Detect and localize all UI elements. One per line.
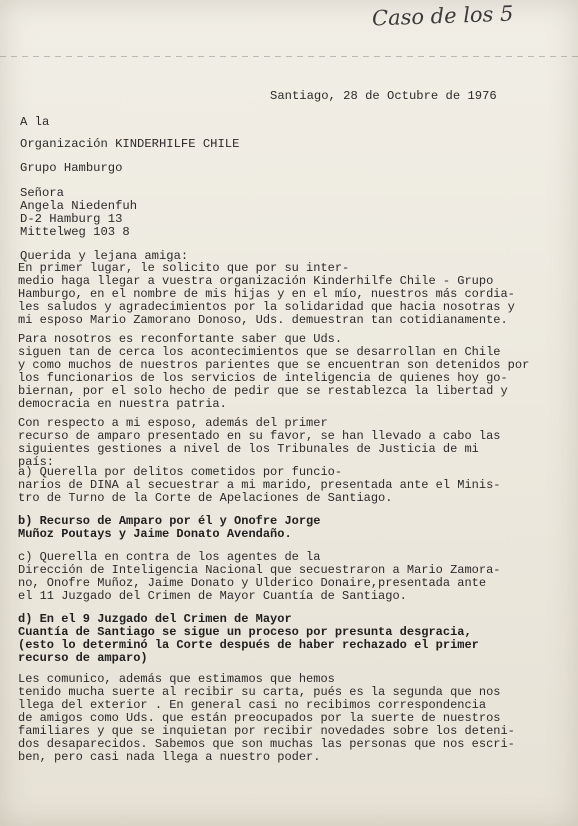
recipient-name: Angela Niedenfuh: [20, 199, 138, 213]
paragraph-line: biernan, por el solo hecho de pedir que se restablezca la libertad y: [18, 384, 508, 398]
paragraph-line: En primer lugar, le solicito que por su inter-: [18, 261, 350, 275]
list-item-d: [18, 613, 528, 665]
paragraph-line: Muñoz Poutays y Jaime Donato Avendaño.: [18, 527, 292, 541]
paragraph-line: b) Recurso de Amparo por él y Onofre Jorge: [18, 514, 321, 528]
list-item-a: [18, 466, 528, 505]
paragraph-line: ben, pero casi nada llega a nuestro poder.: [18, 750, 321, 764]
paragraph-line: Les comunico, además que estimamos que hemos: [18, 672, 335, 686]
paragraph-line: c) Querella en contra de los agentes de la: [18, 550, 321, 564]
paragraph-line: llega del exterior . En general casi no recibimos correspondencia: [18, 698, 487, 712]
paragraph-line: siguen tan de cerca los acontecimientos que se desarrollan en Chile: [18, 345, 501, 359]
paragraph-line: y como muchos de nuestros parientes que se encuentran son detenidos por: [18, 358, 530, 372]
recipient-prefix: A la: [20, 115, 50, 129]
paragraph-line: Para nosotros es reconfortante saber que Uds.: [18, 332, 343, 346]
paragraph-line: los funcionarios de los servicios de inteligencia de quienes hoy go-: [18, 371, 508, 385]
recipient-organization: Organización KINDERHILFE CHILE: [20, 137, 240, 151]
recipient-address-line-1: D-2 Hamburg 13: [20, 212, 123, 226]
paragraph-4: [18, 673, 528, 764]
recipient-address-line-2: Mittelweg 103 8: [20, 225, 130, 239]
paragraph-line: mi esposo Mario Zamorano Donoso, Uds. demuestran tan cotidianamente.: [18, 313, 508, 327]
recipient-group: Grupo Hamburgo: [20, 161, 123, 175]
paragraph-2: [18, 333, 528, 411]
paragraph-line: no, Onofre Muñoz, Jaime Donato y Ulderico Donaire,presentada ante: [18, 576, 487, 590]
paragraph-line: Hamburgo, en el nombre de mis hijas y en el mío, nuestros más cordia-: [18, 287, 515, 301]
paragraph-line: narios de DINA al secuestrar a mi marido, presentada ante el Minis-: [18, 478, 501, 492]
paragraph-line: familiares y que se inquietan por recibir novedades sobre los deteni-: [18, 724, 515, 738]
list-item-b: [18, 515, 528, 541]
paragraph-line: país:: [18, 455, 55, 469]
paragraph-line: el 11 Juzgado del Crimen de Mayor Cuantía de Santiago.: [18, 589, 407, 603]
paragraph-line: d) En el 9 Juzgado del Crimen de Mayor: [18, 612, 292, 626]
paragraph-line: Con respecto a mi esposo, además del primer: [18, 416, 328, 430]
paragraph-1: [18, 262, 528, 327]
paragraph-line: Dirección de Inteligencia Nacional que secuestraron a Mario Zamora-: [18, 563, 501, 577]
paragraph-line: Cuantía de Santiago se sigue un proceso por presunta desgracia,: [18, 625, 472, 639]
date-line: Santiago, 28 de Octubre de 1976: [270, 89, 497, 103]
paragraph-line: a) Querella por delitos cometidos por funcio-: [18, 465, 343, 479]
paragraph-line: recurso de amparo): [18, 651, 148, 665]
paragraph-line: de amigos como Uds. que están preocupados por la suerte de nuestros: [18, 711, 501, 725]
paragraph-line: democracia en nuestra patria.: [18, 397, 227, 411]
salutation: Querida y lejana amiga:: [20, 249, 189, 263]
paragraph-line: (esto lo determinó la Corte después de haber rechazado el primer: [18, 638, 479, 652]
list-item-c: [18, 551, 528, 603]
handwritten-note: Caso de los 5: [371, 1, 514, 31]
paragraph-line: tro de Turno de la Corte de Apelaciones de Santiago.: [18, 491, 393, 505]
paragraph-line: tenido mucha suerte al recibir su carta, pués es la segunda que nos: [18, 685, 501, 699]
paragraph-line: medio haga llegar a vuestra organización Kinderhilfe Chile - Grupo: [18, 274, 494, 288]
paragraph-3: [18, 417, 528, 469]
paragraph-line: dos desaparecidos. Sabemos que son muchas las personas que nos escri-: [18, 737, 515, 751]
page-divider: [0, 56, 578, 57]
paragraph-line: recurso de amparo presentado en su favor, se han llevado a cabo las: [18, 429, 501, 443]
recipient-title: Señora: [20, 186, 64, 200]
paragraph-line: siguientes gestiones a nivel de los Tribunales de Justicia de mi: [18, 442, 479, 456]
paragraph-line: les saludos y agradecimientos por la solidaridad que hacia nosotras y: [18, 300, 515, 314]
